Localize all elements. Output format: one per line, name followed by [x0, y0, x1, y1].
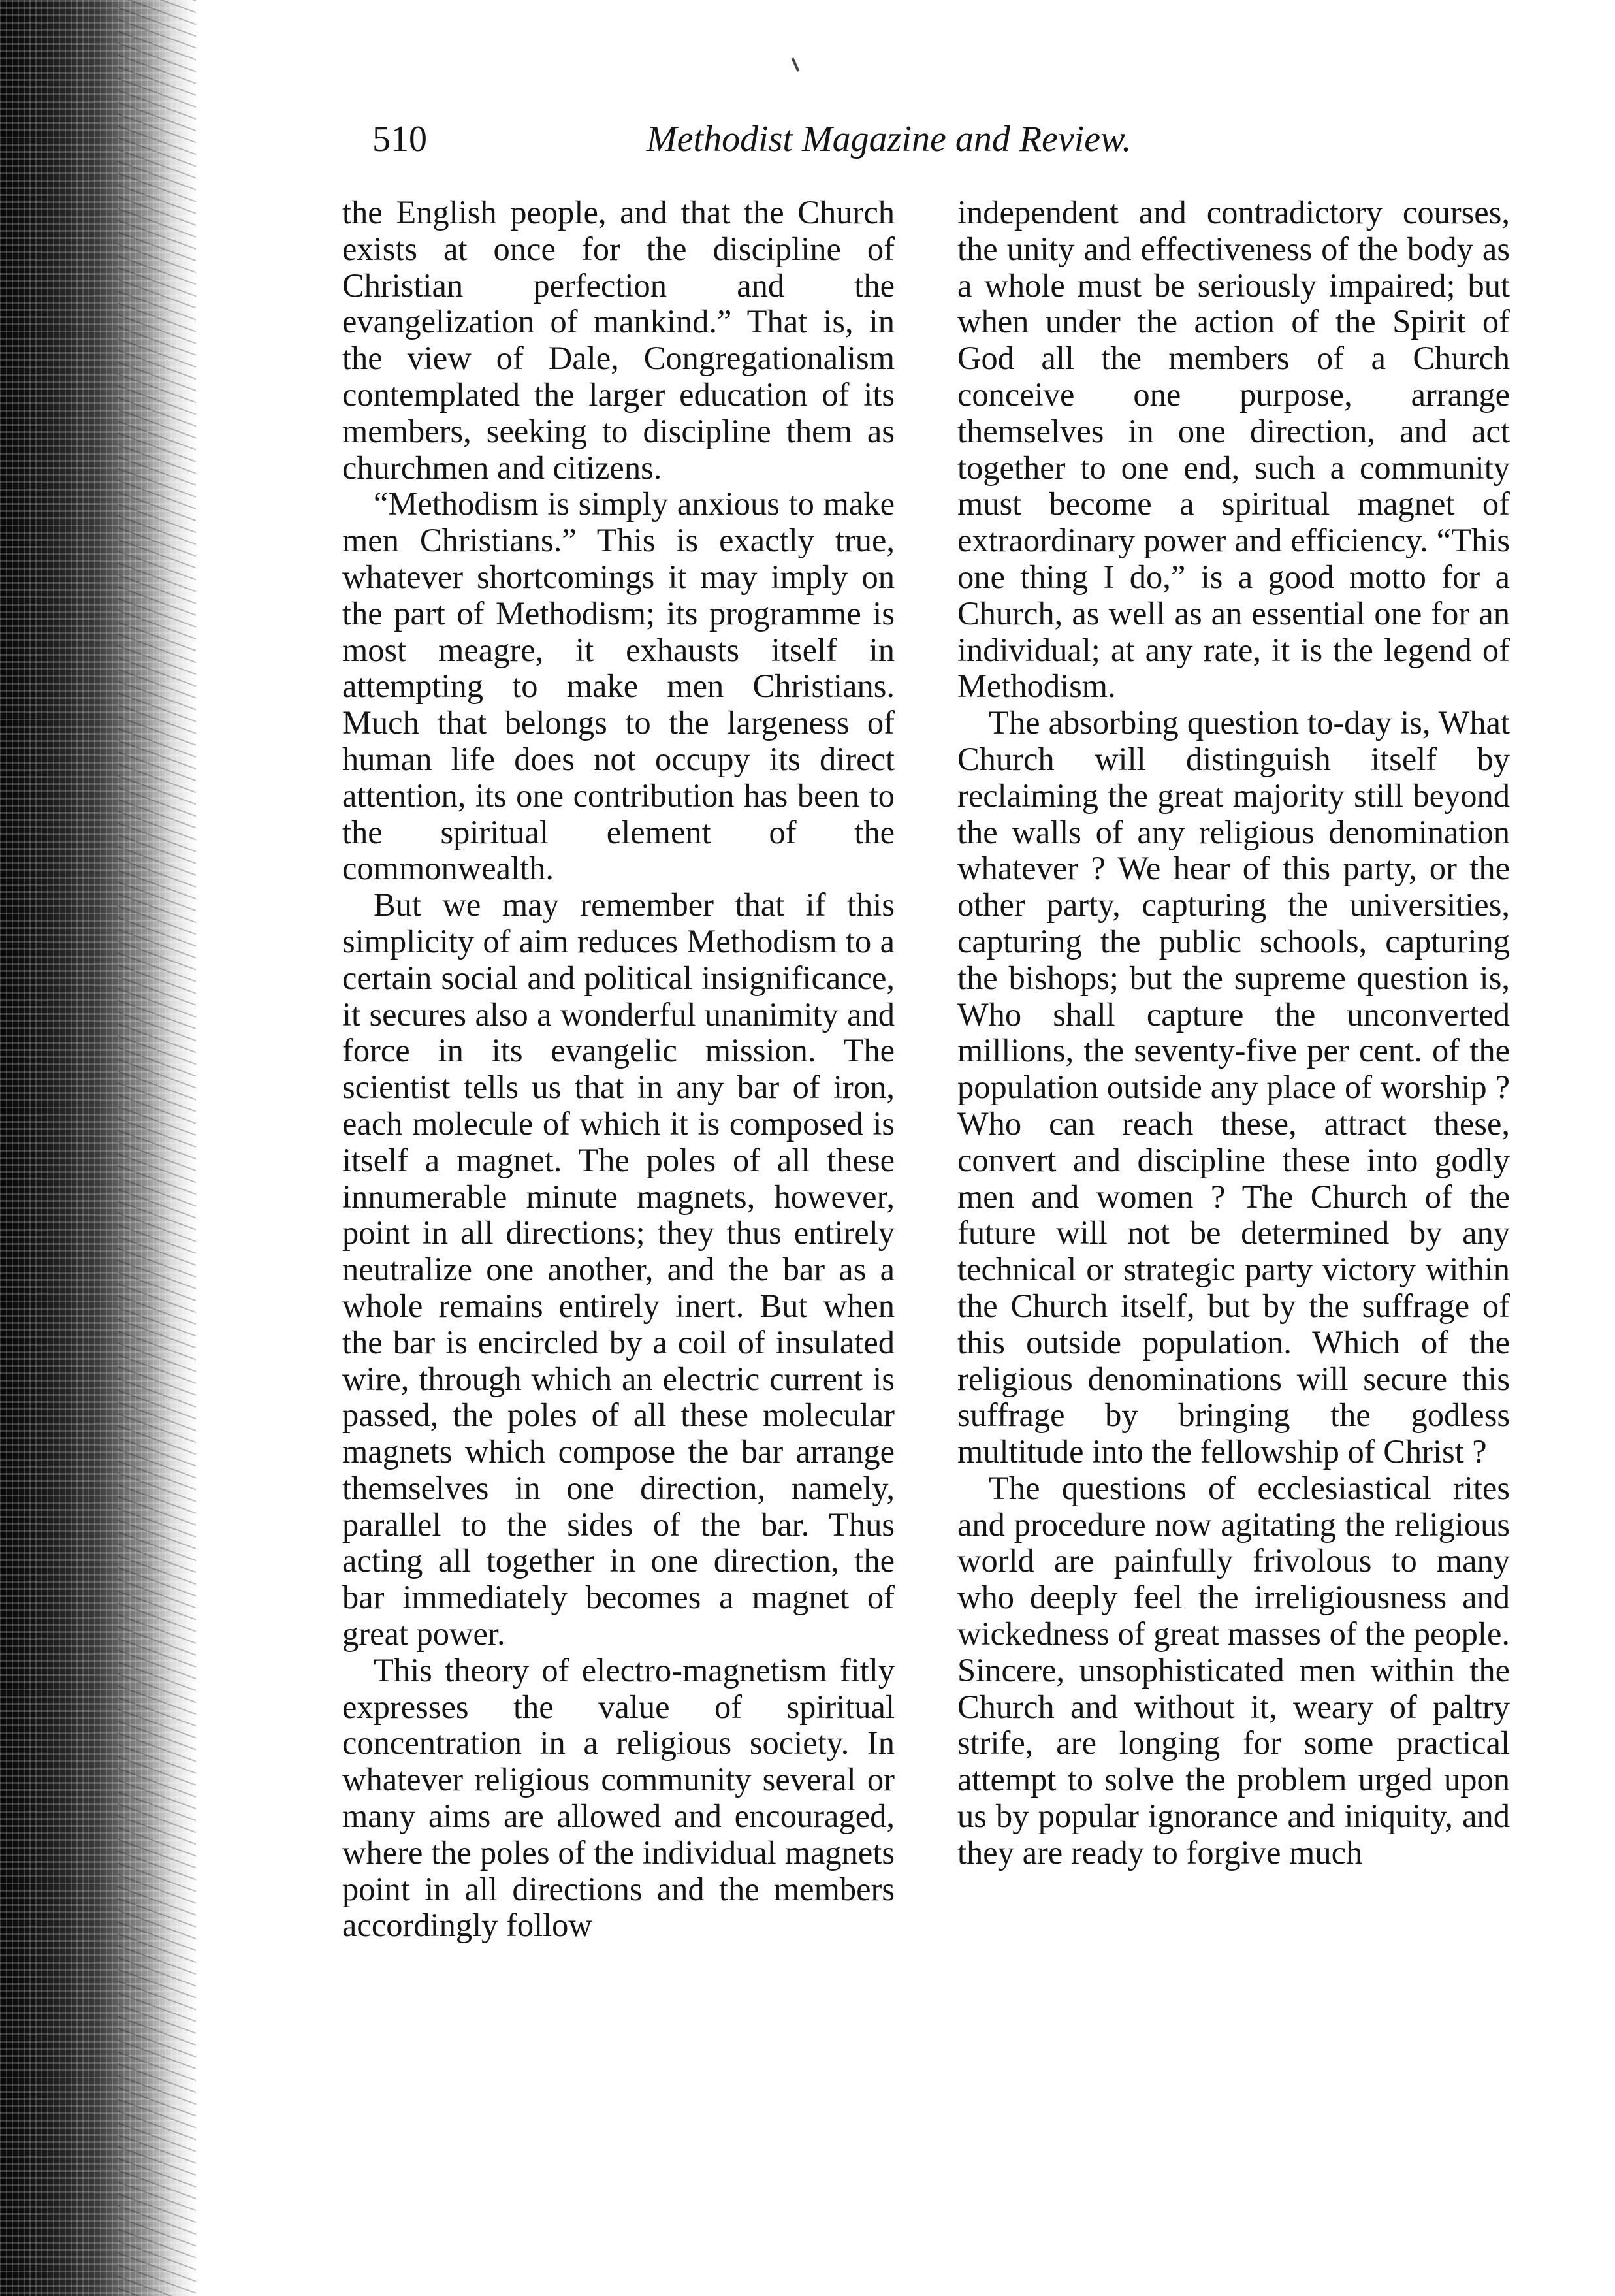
right-column — [957, 195, 1510, 1871]
paragraph: The absorbing question to-day is, What Church will distinguish itself by reclaiming the great majority still beyond the walls of any religious denomination whatever ? We hear of this party, or the other party, capturing the universities, capturing the public schools, capturing the bishops; but the supreme question is, Who shall capture the unconverted millions, the seventy-five per cent. of the population outside any place of worship ? Who can reach these, attract these, convert and discipline these into godly men and women ? The Church of the future will not be determined by any technical or strategic party victory within the Church itself, but by the suffrage of this outside population. Which of the religious denominations will secure this suffrage by bringing the godless multitude into the fellowship of Christ ? — [957, 704, 1510, 1470]
paragraph: independent and contradictory courses, the unity and effectiveness of the body as a whole must be seriously impaired; but when under the action of the Spirit of God all the members of a Church conceive one purpose, arrange themselves in one direction, and act together to one end, such a community must become a spiritual magnet of extraordinary power and efficiency. “This one thing I do,” is a good motto for a Church, as well as an essential one for an individual; at any rate, it is the legend of Methodism. — [957, 194, 1510, 705]
page-number: 510 — [372, 119, 427, 159]
running-title: Methodist Magazine and Review. — [647, 119, 1132, 159]
paragraph: The questions of ecclesiastical rites and procedure now agitating the religious world are painfully frivolous to many who deeply feel the irreligiousness and wickedness of great masses of the people. Sincere, unsophisticated men within the Church and without it, weary of paltry strife, are longing for some practical attempt to solve the problem urged upon us by popular ignorance and iniquity, and they are ready to forgive much — [957, 1469, 1510, 1871]
left-column — [342, 195, 895, 1944]
page-header — [372, 110, 1247, 169]
paragraph: “Methodism is simply anxious to make men Christians.” This is exactly true, whatever shortcomings it may imply on the part of Methodism; its programme is most meagre, it exhausts itself in attempting to make men Christians. Much that belongs to the largeness of human life does not occupy its direct attention, its one contribution has been to the spiritual element of the commonwealth. — [342, 485, 895, 887]
paragraph: This theory of electro-magnetism fitly expresses the value of spiritual concentration in a religious society. In whatever religious community several or many aims are allowed and encouraged, where the poles of the individual magnets point in all directions and the members accordingly follow — [342, 1651, 895, 1944]
scan-speck — [792, 57, 800, 72]
paragraph: But we may remember that if this simplicity of aim reduces Methodism to a certain social and political insignificance, it secures also a wonderful unanimity and force in its evangelic mission. The scientist tells us that in any bar of iron, each molecule of which it is composed is itself a magnet. The poles of all these innumerable minute magnets, however, point in all directions; they thus entirely neutralize one another, and the bar as a whole remains entirely inert. But when the bar is encircled by a coil of insulated wire, through which an electric current is passed, the poles of all these molecular magnets which compose the bar arrange themselves in one direction, namely, parallel to the sides of the bar. Thus acting all together in one direction, the bar immediately becomes a magnet of great power. — [342, 886, 895, 1653]
binding-edge-noise — [118, 0, 196, 2296]
paragraph: the English people, and that the Church exists at once for the discipline of Christian perfection and the evangelization of mankind.” That is, in the view of Dale, Congregationalism contemplated the larger education of its members, seeking to discipline them as churchmen and citizens. — [342, 194, 895, 486]
